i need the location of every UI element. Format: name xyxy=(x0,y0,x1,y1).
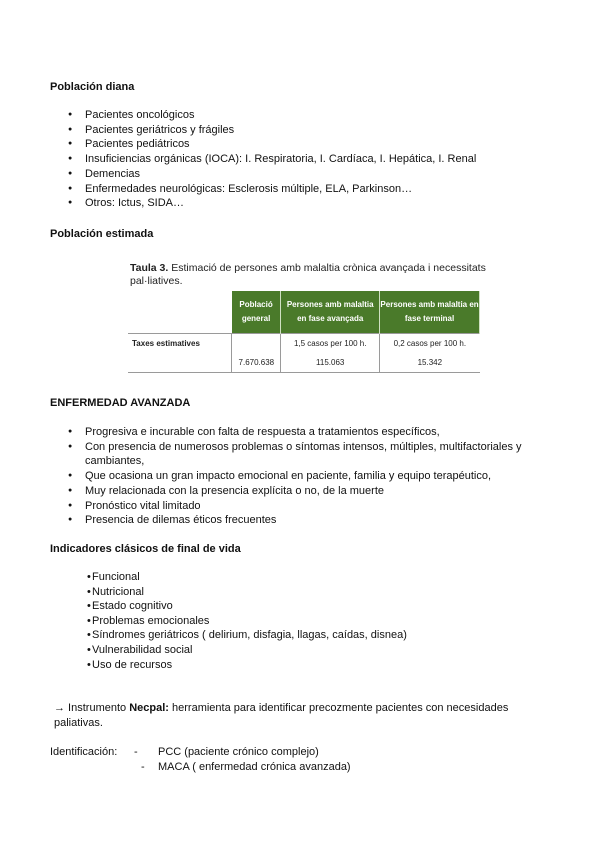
list-item: • Vulnerabilidad social xyxy=(87,643,407,658)
list-item: ● Muy relacionada con la presencia explícita o no, de la muerte xyxy=(68,484,538,499)
enfermedad-avanzada-list xyxy=(68,425,538,528)
poblacion-estimada-heading: Población estimada xyxy=(50,228,154,240)
list-item: ● Pacientes geriátricos y frágiles xyxy=(68,123,476,138)
table-cell: 1,5 casos per 100 h. xyxy=(281,334,380,354)
necpal-paragraph xyxy=(54,701,544,730)
dash-marker: - xyxy=(134,746,138,758)
list-item: • Funcional xyxy=(87,570,407,585)
list-item: • Nutricional xyxy=(87,585,407,600)
list-item: ● Insuficiencias orgánicas (IOCA): I. Respiratoria, I. Cardíaca, I. Hepática, I. Renal xyxy=(68,152,476,167)
poblacion-diana-list xyxy=(68,108,476,211)
identificacion-item-pcc: PCC (paciente crónico complejo) xyxy=(158,746,319,758)
list-item: ● Progresiva e incurable con falta de respuesta a tratamientos específicos, xyxy=(68,425,538,440)
table-cell: 15.342 xyxy=(380,353,480,373)
table-header: Persones amb malaltia en fase terminal xyxy=(380,291,480,334)
necpal-prefix: → Instrumento xyxy=(54,702,127,714)
list-item: ● Que ocasiona un gran impacto emocional en paciente, familia y equipo terapéutico, xyxy=(68,469,538,484)
list-item: ● Pacientes oncológicos xyxy=(68,108,476,123)
caption-label: Taula 3. xyxy=(130,262,169,274)
list-item: ● Pronóstico vital limitado xyxy=(68,499,538,514)
indicadores-list xyxy=(87,570,407,672)
table-corner xyxy=(128,291,232,334)
list-item: • Síndromes geriátricos ( delirium, disfagia, llagas, caídas, disnea) xyxy=(87,628,407,643)
table-header: Persones amb malaltia en fase avançada xyxy=(281,291,380,334)
table-header: Població general xyxy=(232,291,281,334)
row-label-empty xyxy=(128,353,232,373)
table-cell: 0,2 casos per 100 h. xyxy=(380,334,480,354)
list-item: • Estado cognitivo xyxy=(87,599,407,614)
table-cell xyxy=(232,334,281,354)
table-caption xyxy=(130,262,490,288)
caption-text: Estimació de persones amb malaltia crònica avançada i necessitats pal·liatives. xyxy=(130,262,486,287)
table-cell: 7.670.638 xyxy=(232,353,281,373)
row-label: Taxes estimatives xyxy=(128,334,232,354)
list-item: ● Enfermedades neurológicas: Esclerosis múltiple, ELA, Parkinson… xyxy=(68,182,476,197)
indicadores-heading: Indicadores clásicos de final de vida xyxy=(50,543,241,555)
table-cell: 115.063 xyxy=(281,353,380,373)
necpal-text: herramienta para identificar precozmente pacientes con necesidades paliativas. xyxy=(54,702,509,729)
necpal-label: Necpal: xyxy=(129,702,169,714)
list-item: ● Otros: Ictus, SIDA… xyxy=(68,196,476,211)
list-item: ● Presencia de dilemas éticos frecuentes xyxy=(68,513,538,528)
enfermedad-avanzada-heading: ENFERMEDAD AVANZADA xyxy=(50,397,191,409)
dash-marker: - xyxy=(141,761,145,773)
list-item: • Uso de recursos xyxy=(87,658,407,673)
estimation-table xyxy=(128,291,480,373)
list-item: ● Demencias xyxy=(68,167,476,182)
poblacion-diana-heading: Población diana xyxy=(50,81,135,93)
list-item: ● Con presencia de numerosos problemas o síntomas intensos, múltiples, multifactoriales y cambiantes, xyxy=(68,440,538,469)
identificacion-label: Identificación: xyxy=(50,746,118,758)
list-item: ● Pacientes pediátricos xyxy=(68,137,476,152)
list-item: • Problemas emocionales xyxy=(87,614,407,629)
identificacion-item-maca: MACA ( enfermedad crónica avanzada) xyxy=(158,761,351,773)
